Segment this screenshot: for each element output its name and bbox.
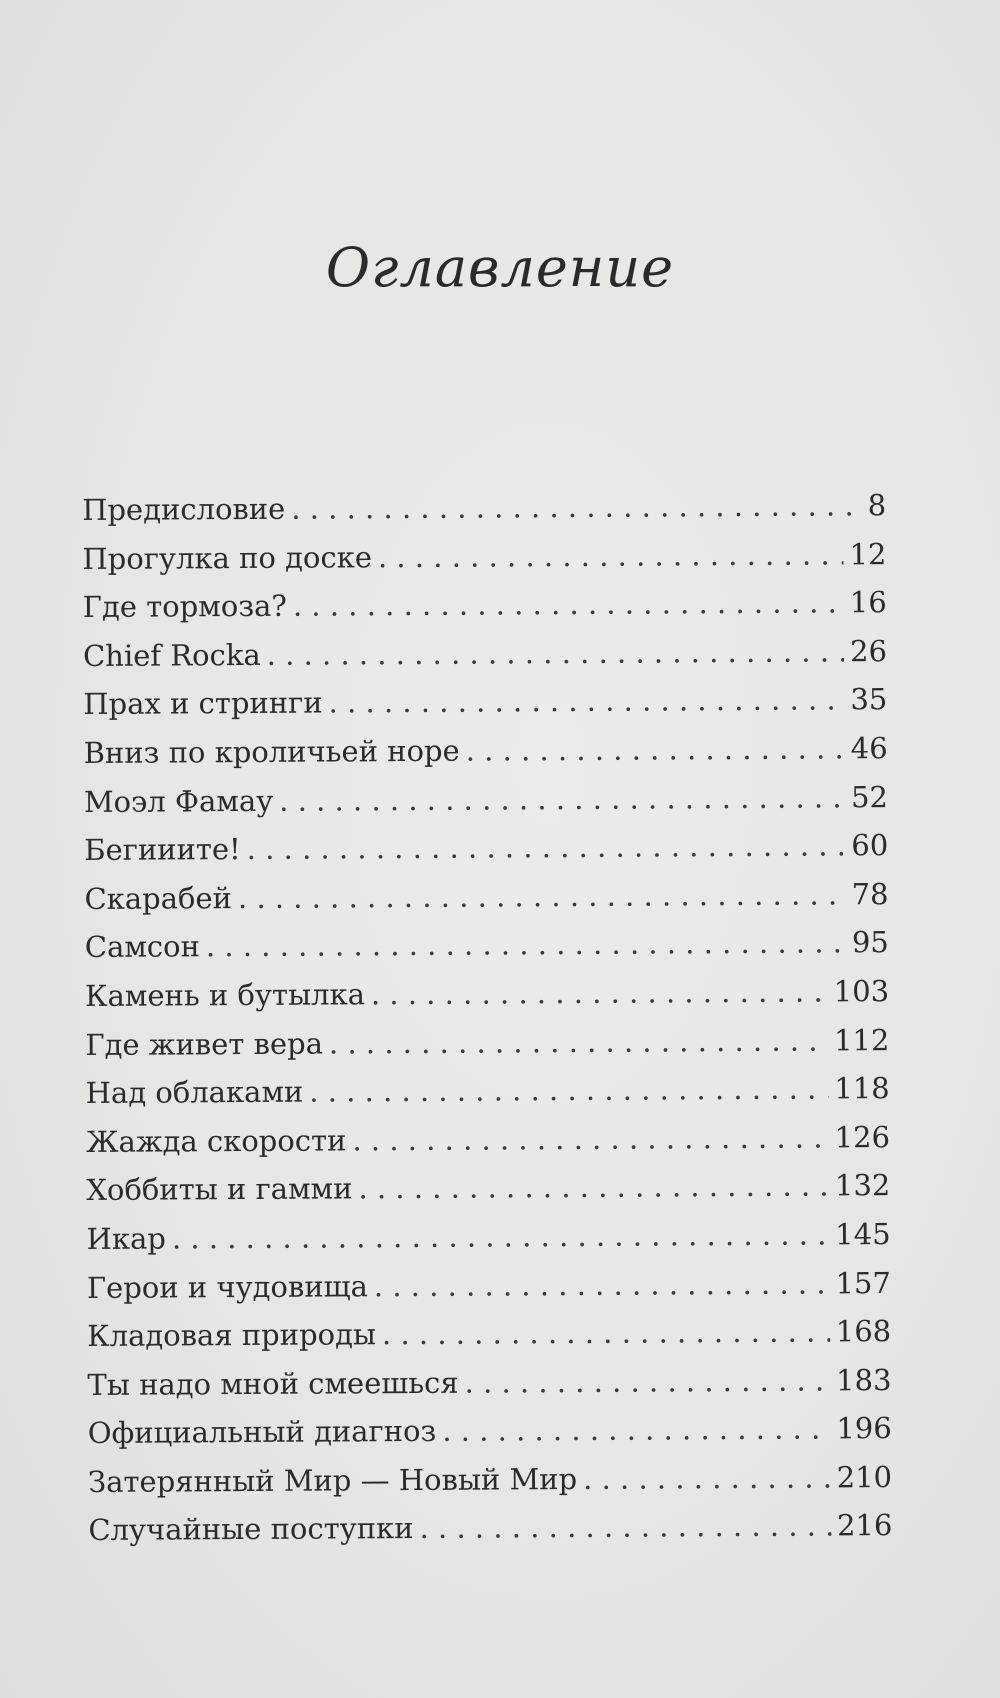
toc-dot-leader bbox=[358, 1162, 829, 1213]
toc-entry bbox=[86, 1064, 890, 1118]
toc-entry-title: Случайные поступки bbox=[88, 1511, 414, 1548]
toc-entry-page-number: 8 bbox=[867, 488, 887, 523]
toc-entry-page-number: 196 bbox=[836, 1411, 892, 1446]
toc-dot-leader bbox=[378, 530, 844, 581]
toc-dot-leader bbox=[371, 967, 828, 1018]
toc-dot-leader bbox=[583, 1453, 831, 1503]
toc-entry bbox=[85, 918, 889, 972]
toc-entry bbox=[87, 1356, 891, 1410]
toc-dot-leader bbox=[279, 773, 845, 825]
toc-dot-leader bbox=[382, 1308, 830, 1359]
toc-dot-leader bbox=[247, 822, 846, 874]
toc-entry-title: Кладовая природы bbox=[87, 1317, 377, 1354]
toc-entry-page-number: 216 bbox=[836, 1508, 893, 1543]
toc-entry bbox=[84, 821, 888, 875]
toc-dot-leader bbox=[206, 919, 846, 972]
toc-entry-page-number: 112 bbox=[833, 1022, 890, 1057]
toc-entry bbox=[83, 724, 887, 778]
toc-dot-leader bbox=[374, 1259, 830, 1310]
toc-entry-title: Икар bbox=[86, 1221, 166, 1256]
toc-entry-page-number: 210 bbox=[836, 1459, 893, 1495]
toc-entry-page-number: 157 bbox=[835, 1265, 891, 1300]
toc-dot-leader bbox=[442, 1405, 830, 1456]
toc-dot-leader bbox=[172, 1210, 830, 1263]
toc-entry-page-number: 16 bbox=[849, 585, 887, 620]
toc-dot-leader bbox=[238, 870, 846, 922]
toc-entry-page-number: 168 bbox=[835, 1314, 892, 1349]
toc-entry-title: Хоббиты и гамми bbox=[86, 1171, 353, 1208]
toc-entry-page-number: 35 bbox=[850, 682, 888, 717]
toc-entry-page-number: 95 bbox=[851, 925, 889, 960]
toc-entry bbox=[86, 1161, 890, 1215]
toc-dot-leader bbox=[291, 481, 860, 533]
toc-entry-title: Камень и бутылка bbox=[85, 977, 366, 1013]
toc-entry bbox=[88, 1453, 892, 1507]
toc-entry-page-number: 132 bbox=[834, 1168, 891, 1203]
toc-entry-title: Моэл Фамау bbox=[83, 783, 274, 819]
toc-entry bbox=[85, 967, 889, 1021]
toc-entry-title: Вниз по кроличьей норе bbox=[83, 733, 460, 770]
toc-entry bbox=[83, 675, 887, 729]
toc-entry-title: Предисловие bbox=[82, 491, 286, 527]
toc-dot-leader bbox=[293, 579, 844, 631]
toc-dot-leader bbox=[352, 1113, 829, 1165]
page-title: Оглавление bbox=[325, 236, 675, 299]
toc-entry-page-number: 26 bbox=[850, 633, 888, 669]
toc-entry-page-number: 60 bbox=[851, 828, 889, 863]
toc-entry bbox=[87, 1307, 891, 1361]
toc-dot-leader bbox=[419, 1502, 831, 1553]
toc-entry-page-number: 183 bbox=[836, 1362, 892, 1398]
toc-dot-leader bbox=[329, 1016, 828, 1068]
toc-entry-title: Ты надо мной смеешься bbox=[87, 1365, 459, 1402]
toc-entry-title: Прах и стринги bbox=[83, 685, 323, 722]
toc-entry-title: Бегииите! bbox=[84, 832, 241, 868]
toc-entry bbox=[83, 627, 887, 681]
toc-entry-title: Где тормоза? bbox=[82, 588, 288, 625]
table-of-contents bbox=[82, 481, 893, 1555]
toc-entry-page-number: 126 bbox=[834, 1119, 891, 1155]
toc-entry-title: Chief Rocka bbox=[82, 637, 261, 673]
toc-entry-title: Самсон bbox=[84, 929, 200, 965]
toc-dot-leader bbox=[466, 724, 845, 775]
toc-dot-leader bbox=[328, 676, 844, 728]
toc-entry-page-number: 52 bbox=[850, 779, 889, 814]
toc-entry-page-number: 12 bbox=[849, 536, 887, 571]
toc-entry bbox=[84, 773, 888, 827]
toc-entry-title: Над облаками bbox=[85, 1074, 304, 1111]
toc-entry bbox=[82, 530, 886, 584]
toc-entry bbox=[86, 1210, 890, 1264]
toc-entry-title: Герои и чудовища bbox=[86, 1268, 368, 1305]
toc-entry-page-number: 118 bbox=[834, 1071, 890, 1106]
toc-dot-leader bbox=[309, 1065, 828, 1117]
toc-entry-page-number: 78 bbox=[851, 876, 889, 912]
toc-entry-title: Скарабей bbox=[84, 880, 233, 916]
toc-entry bbox=[87, 1259, 891, 1313]
toc-entry bbox=[83, 578, 887, 632]
toc-entry bbox=[85, 1016, 889, 1070]
toc-entry bbox=[82, 481, 886, 535]
toc-entry-title: Затерянный Мир — Новый Мир bbox=[87, 1461, 578, 1499]
toc-entry bbox=[86, 1113, 890, 1167]
toc-entry bbox=[88, 1404, 892, 1458]
toc-entry-title: Где живет вера bbox=[85, 1026, 324, 1062]
toc-entry-title: Официальный диагноз bbox=[87, 1414, 437, 1451]
toc-entry-page-number: 145 bbox=[835, 1216, 891, 1252]
toc-dot-leader bbox=[464, 1356, 830, 1407]
toc-entry-title: Прогулка по доске bbox=[82, 539, 373, 576]
toc-entry bbox=[84, 870, 888, 924]
toc-entry bbox=[88, 1502, 892, 1556]
toc-entry-title: Жажда скорости bbox=[85, 1123, 347, 1159]
toc-dot-leader bbox=[267, 627, 845, 679]
toc-entry-page-number: 103 bbox=[833, 974, 890, 1009]
toc-entry-page-number: 46 bbox=[850, 731, 888, 766]
